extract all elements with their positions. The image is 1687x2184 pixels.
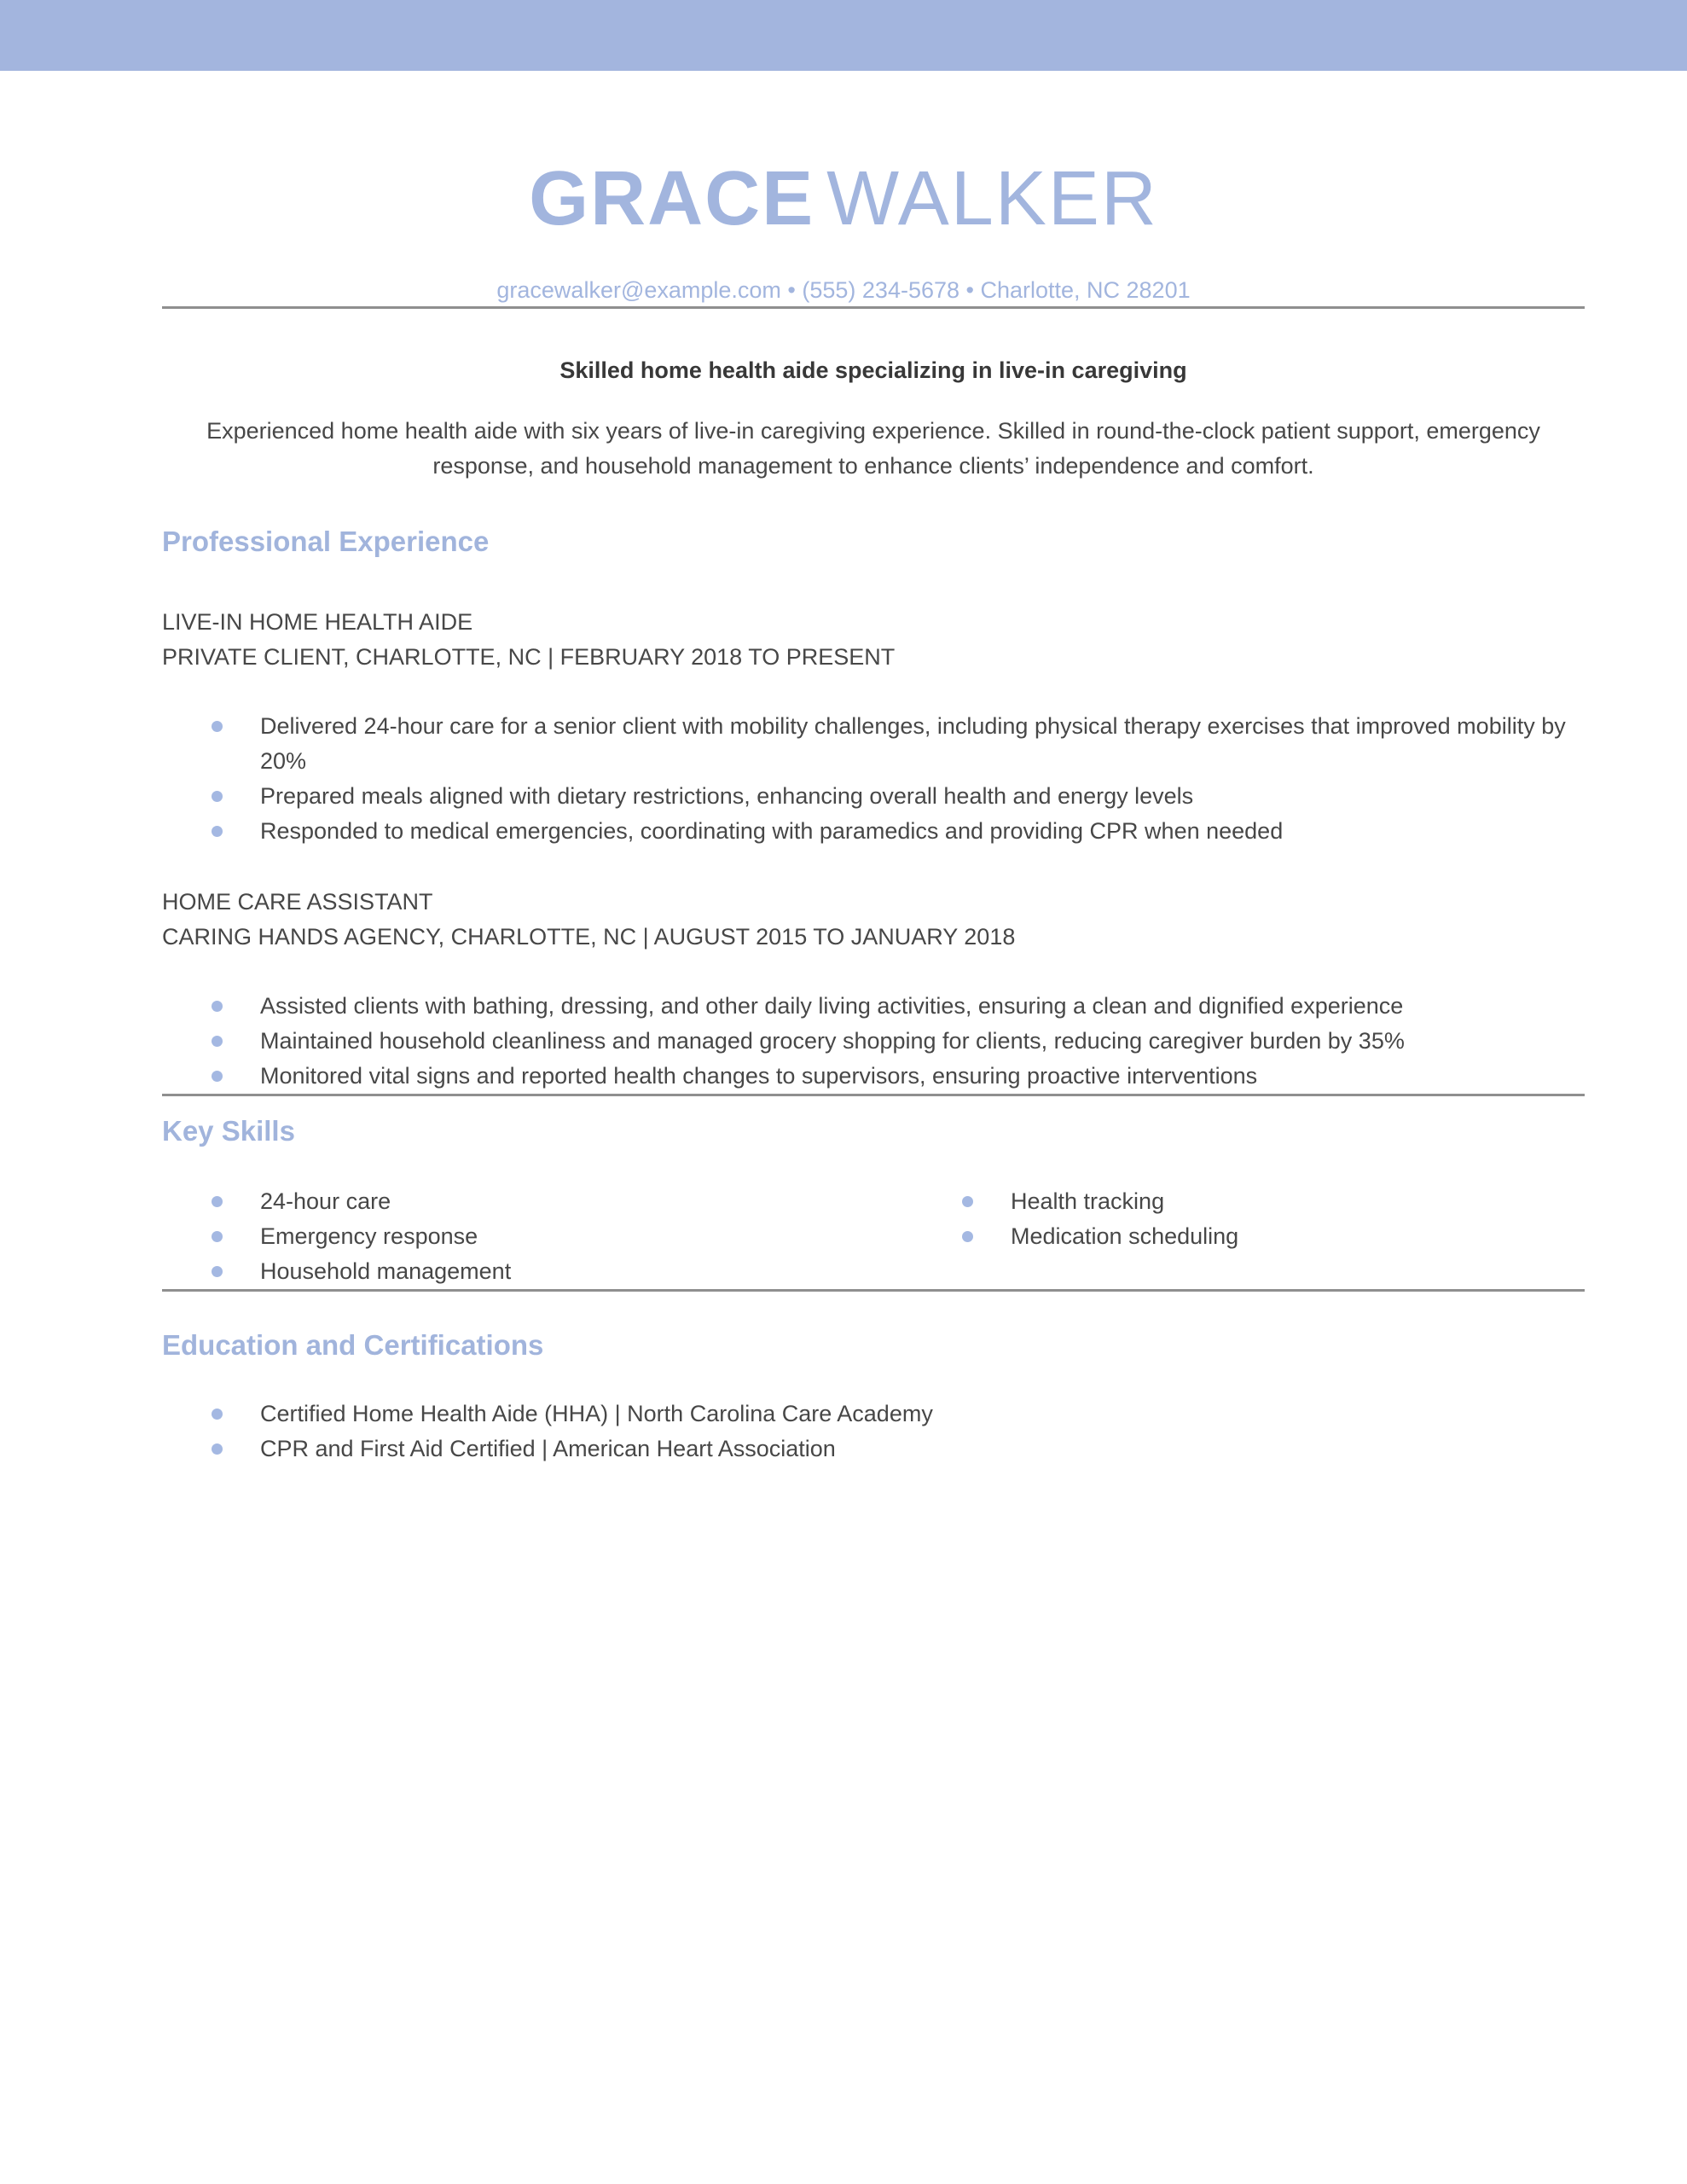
- job-role: HOME CARE ASSISTANT: [162, 889, 433, 915]
- divider-header: [162, 306, 1585, 309]
- job-role: LIVE-IN HOME HEALTH AIDE: [162, 609, 473, 635]
- job-bullet: Prepared meals aligned with dietary restrictions, enhancing overall health and energy levels: [162, 779, 1585, 814]
- education-item: Certified Home Health Aide (HHA) | North Carolina Care Academy: [162, 1397, 1585, 1432]
- candidate-name: [0, 153, 1687, 245]
- resume-header: [0, 153, 1687, 306]
- skill-item: Household management: [162, 1254, 913, 1289]
- education-list: [162, 1397, 1585, 1467]
- skill-item: Medication scheduling: [913, 1219, 1585, 1254]
- job-entry-2: [162, 885, 1585, 1094]
- job-bullet: Responded to medical emergencies, coordinating with paramedics and providing CPR when needed: [162, 814, 1585, 849]
- divider-skills: [162, 1094, 1585, 1096]
- job-bullet: Maintained household cleanliness and managed grocery shopping for clients, reducing caregiver burden by 35%: [162, 1024, 1585, 1059]
- top-accent-bar: [0, 0, 1687, 71]
- summary-paragraph: Experienced home health aide with six years of live-in caregiving experience. Skilled in round-the-clock patient support, emergency response, and household management to enhance clients’ independence and comfort.: [206, 418, 1540, 479]
- skills-column-left: [162, 1150, 913, 1289]
- candidate-first-name: GRACE: [529, 156, 815, 241]
- contact-line: gracewalker@example.com • (555) 234-5678 • Charlotte, NC 28201: [496, 277, 1191, 303]
- job-company-dates: CARING HANDS AGENCY, CHARLOTTE, NC | AUGUST 2015 TO JANUARY 2018: [162, 924, 1016, 950]
- skill-item: Health tracking: [913, 1184, 1585, 1219]
- candidate-last-name: WALKER: [826, 156, 1158, 241]
- skill-item: 24-hour care: [162, 1184, 913, 1219]
- education-item: CPR and First Aid Certified | American Heart Association: [162, 1432, 1585, 1467]
- skills-columns: [162, 1150, 1585, 1289]
- skills-list-right: [913, 1184, 1585, 1254]
- divider-education: [162, 1289, 1585, 1292]
- job-bullet: Delivered 24-hour care for a senior client with mobility challenges, including physical therapy exercises that improved mobility by 20%: [162, 709, 1585, 779]
- skills-list-left: [162, 1184, 913, 1289]
- resume-body: [0, 306, 1687, 1467]
- section-title-skills: Key Skills: [162, 1115, 295, 1147]
- job-bullet: Monitored vital signs and reported health changes to supervisors, ensuring proactive interventions: [162, 1059, 1585, 1094]
- job-bullet: Assisted clients with bathing, dressing, and other daily living activities, ensuring a clean and dignified experience: [162, 989, 1585, 1024]
- section-title-experience: Professional Experience: [162, 526, 490, 557]
- job-bullet-list: [162, 709, 1585, 849]
- job-company-dates: PRIVATE CLIENT, CHARLOTTE, NC | FEBRUARY 2018 TO PRESENT: [162, 644, 896, 670]
- job-bullet-list: [162, 989, 1585, 1094]
- skill-item: Emergency response: [162, 1219, 913, 1254]
- section-title-education: Education and Certifications: [162, 1329, 544, 1361]
- headline: Skilled home health aide specializing in live-in caregiving: [559, 357, 1187, 383]
- job-entry-1: [162, 605, 1585, 849]
- skills-column-right: [913, 1150, 1585, 1289]
